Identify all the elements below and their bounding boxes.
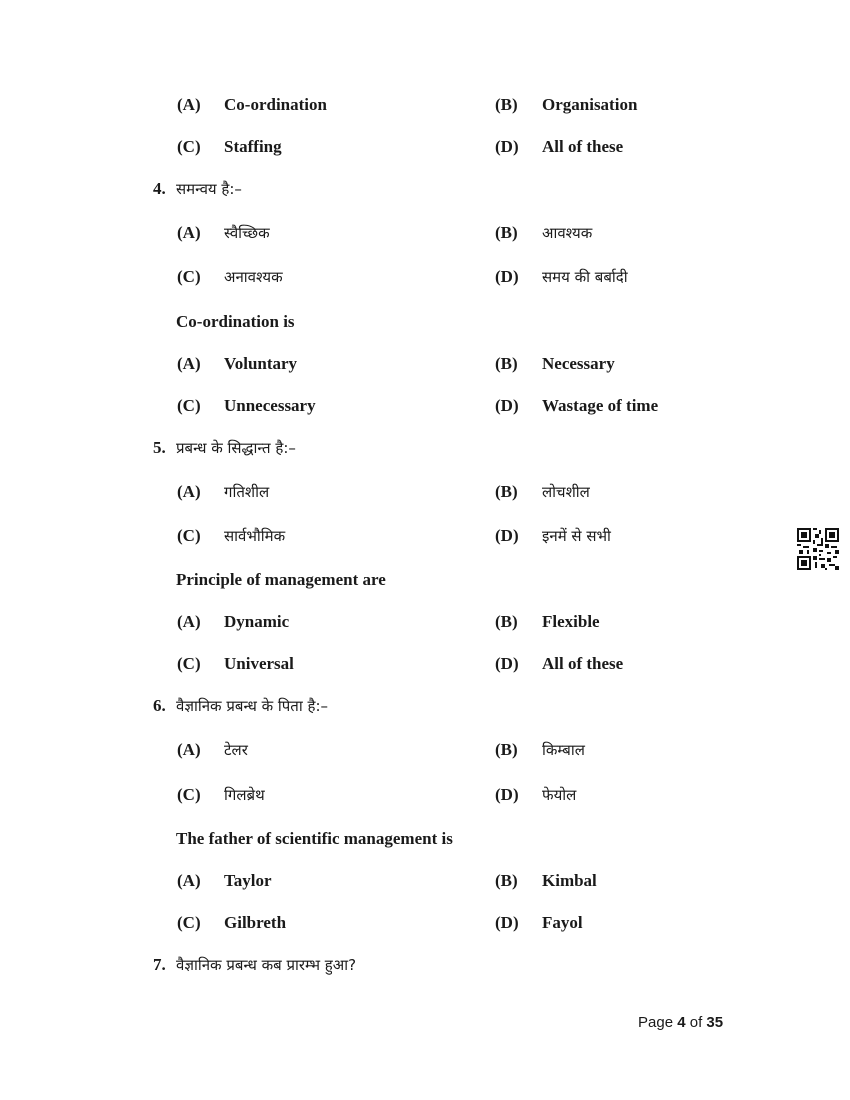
question-text: Co-ordination is [176, 312, 295, 331]
question-row [0, 174, 850, 204]
option-letter: (A) [177, 354, 201, 373]
option-text: Organisation [542, 95, 638, 114]
qr-code-icon [797, 528, 839, 570]
option-row [0, 477, 850, 507]
option-letter: (A) [177, 871, 201, 890]
option-letter: (B) [495, 871, 518, 890]
option-letter: (D) [495, 526, 519, 545]
option-row [0, 349, 850, 379]
option-letter: (A) [177, 612, 201, 631]
option-letter: (D) [495, 785, 519, 804]
option-row [0, 218, 850, 248]
option-letter: (D) [495, 396, 519, 415]
option-text: Flexible [542, 612, 600, 631]
option-row [0, 735, 850, 765]
question-text: प्रबन्ध के सिद्धान्त है:– [176, 439, 296, 457]
option-text: Wastage of time [542, 396, 659, 415]
option-letter: (C) [177, 913, 201, 932]
question-number: 6. [153, 696, 166, 715]
option-letter: (D) [495, 913, 519, 932]
option-text: Necessary [542, 354, 615, 373]
option-text: टेलर [224, 741, 248, 759]
option-text: Unnecessary [224, 396, 316, 415]
option-text: Dynamic [224, 612, 290, 631]
option-letter: (B) [495, 740, 518, 759]
option-text: Voluntary [224, 354, 298, 373]
question-text: The father of scientific management is [176, 829, 453, 848]
question-number: 4. [153, 179, 166, 198]
option-row [0, 866, 850, 896]
option-letter: (C) [177, 654, 201, 673]
option-letter: (B) [495, 612, 518, 631]
question-number: 7. [153, 955, 166, 974]
question-stem-english [0, 307, 850, 337]
option-letter: (B) [495, 482, 518, 501]
option-row [0, 521, 850, 551]
option-text: Kimbal [542, 871, 597, 890]
option-letter: (C) [177, 396, 201, 415]
option-text: समय की बर्बादी [542, 268, 628, 286]
option-row [0, 908, 850, 938]
option-letter: (D) [495, 267, 519, 286]
option-row [0, 780, 850, 810]
option-text: सार्वभौमिक [224, 527, 286, 545]
option-text: आवश्यक [542, 224, 593, 242]
option-row [0, 607, 850, 637]
option-row [0, 649, 850, 679]
option-text: इनमें से सभी [542, 527, 611, 545]
page-current: 4 [677, 1014, 686, 1031]
option-letter: (C) [177, 785, 201, 804]
option-text: Fayol [542, 913, 583, 932]
option-text: किम्बाल [542, 741, 585, 759]
question-number: 5. [153, 438, 166, 457]
option-letter: (B) [495, 223, 518, 242]
option-letter: (C) [177, 267, 201, 286]
option-letter: (C) [177, 137, 201, 156]
of-word: of [689, 1014, 703, 1031]
question-row [0, 433, 850, 463]
option-text: All of these [542, 137, 624, 156]
page-footer [638, 1014, 723, 1031]
option-letter: (D) [495, 137, 519, 156]
question-row [0, 950, 850, 980]
option-letter: (D) [495, 654, 519, 673]
page-total: 35 [706, 1014, 724, 1031]
question-text: वैज्ञानिक प्रबन्ध कब प्रारम्भ हुआ? [176, 956, 357, 974]
question-stem-english [0, 824, 850, 854]
option-letter: (A) [177, 95, 201, 114]
option-letter: (A) [177, 482, 201, 501]
option-letter: (B) [495, 354, 518, 373]
option-text: Universal [224, 654, 294, 673]
option-text: गतिशील [224, 483, 270, 501]
option-row [0, 391, 850, 421]
option-row [0, 132, 850, 162]
option-text: Co-ordination [224, 95, 327, 114]
option-text: लोचशील [542, 483, 590, 501]
option-text: फेयोल [542, 786, 577, 804]
option-text: गिलब्रेथ [224, 786, 265, 804]
option-text: All of these [542, 654, 624, 673]
option-text: Gilbreth [224, 913, 287, 932]
option-row [0, 90, 850, 120]
option-letter: (A) [177, 223, 201, 242]
question-text: Principle of management are [176, 570, 386, 589]
page-word: Page [638, 1014, 674, 1031]
option-text: Staffing [224, 137, 282, 156]
question-text: वैज्ञानिक प्रबन्ध के पिता है:– [176, 697, 329, 715]
question-stem-english [0, 565, 850, 595]
question-text: समन्वय है:– [176, 180, 242, 198]
option-row [0, 262, 850, 292]
option-text: अनावश्यक [224, 268, 283, 286]
option-letter: (B) [495, 95, 518, 114]
question-row [0, 691, 850, 721]
option-text: Taylor [224, 871, 272, 890]
option-text: स्वैच्छिक [224, 224, 270, 242]
option-letter: (A) [177, 740, 201, 759]
option-letter: (C) [177, 526, 201, 545]
